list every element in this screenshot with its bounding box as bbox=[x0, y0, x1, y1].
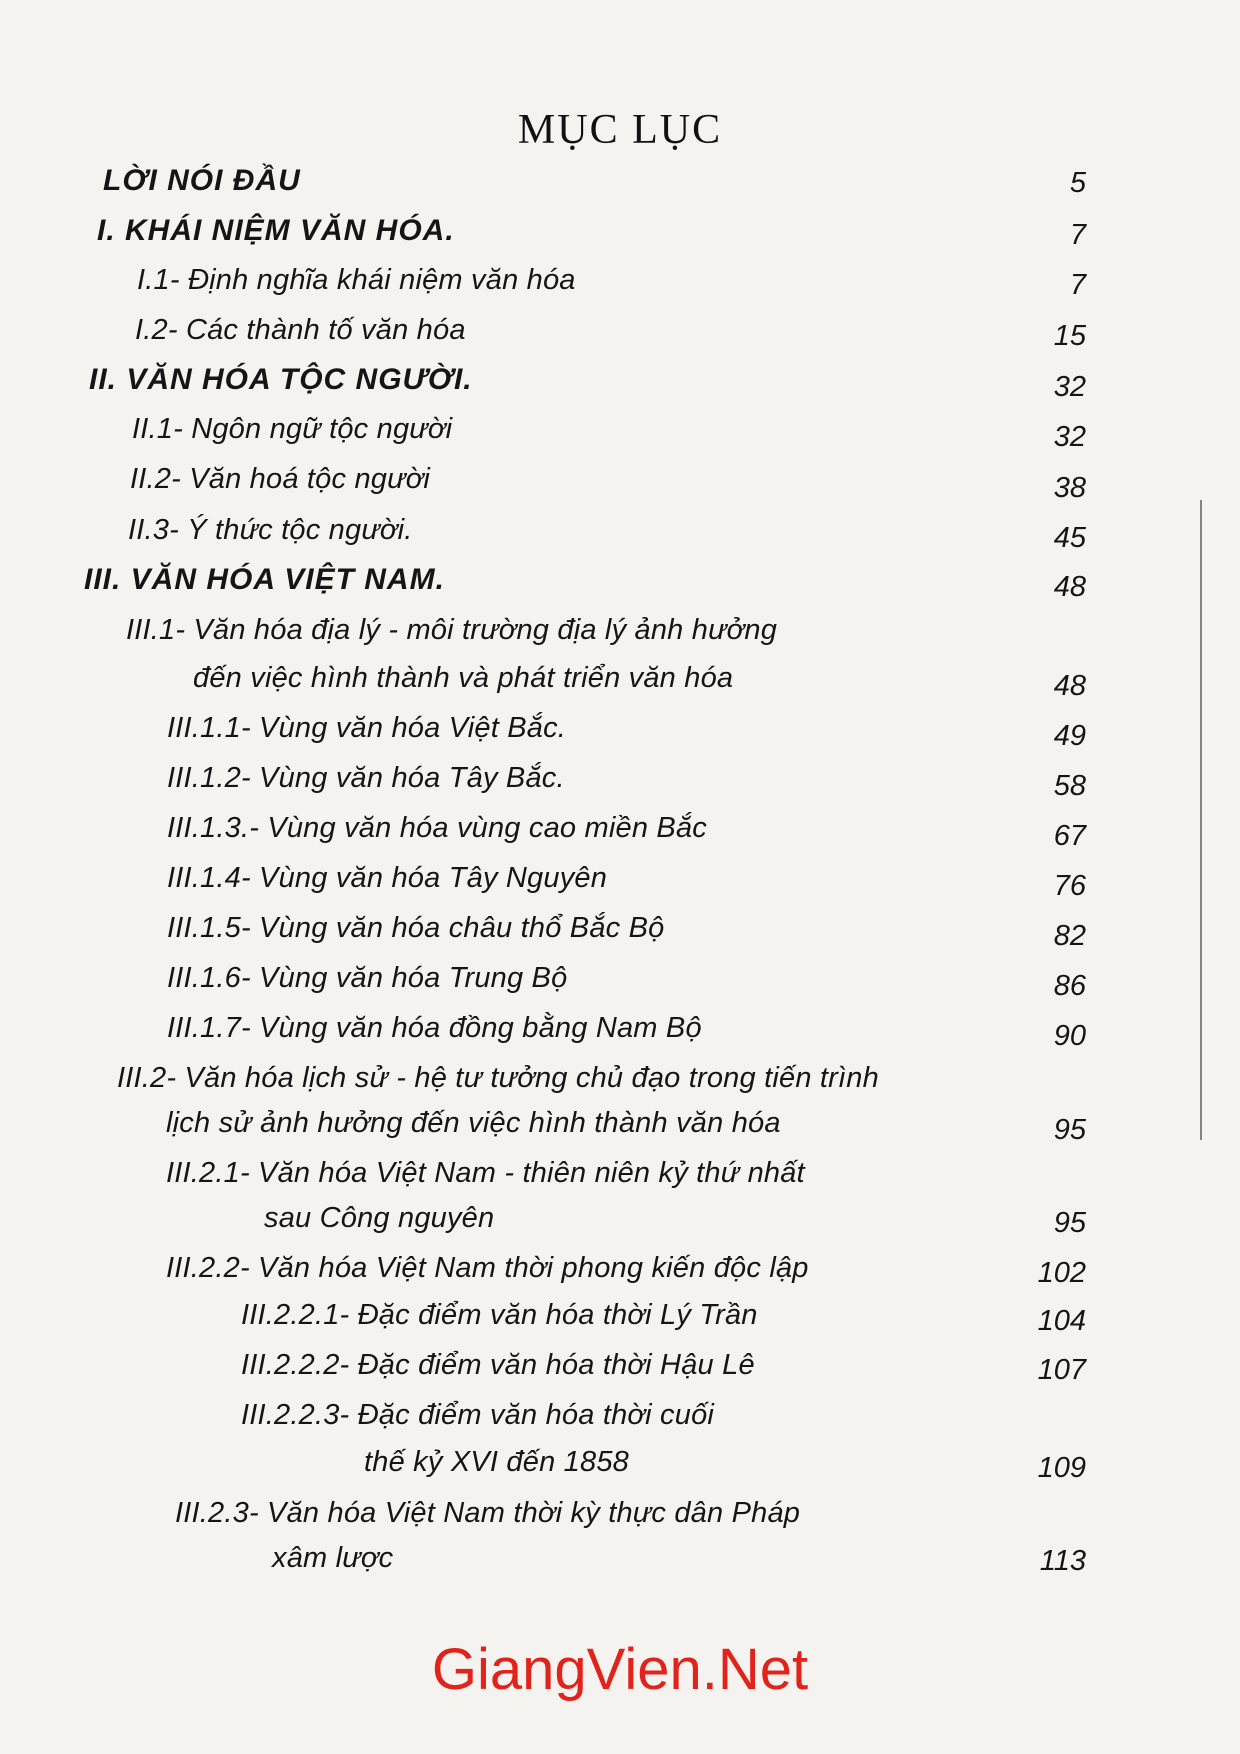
toc-entry-text: III.2.2.1- Đặc điểm văn hóa thời Lý Trần bbox=[241, 1299, 758, 1331]
toc-entry-text: III.1.5- Vùng văn hóa châu thổ Bắc Bộ bbox=[167, 912, 665, 944]
toc-entry-text: I. KHÁI NIỆM VĂN HÓA. bbox=[97, 214, 455, 247]
toc-entry-text: thế kỷ XVI đến 1858 bbox=[364, 1446, 629, 1478]
toc-entry-page: 32 bbox=[1053, 421, 1086, 453]
toc-entry-text: III.2.2- Văn hóa Việt Nam thời phong kiến độc lập bbox=[166, 1252, 809, 1284]
toc-entry-text: III.2.2.3- Đặc điểm văn hóa thời cuối bbox=[241, 1399, 715, 1431]
toc-entry-text: III.2.3- Văn hóa Việt Nam thời kỳ thực dân Pháp bbox=[175, 1497, 801, 1529]
toc-entry-text: III.1.2- Vùng văn hóa Tây Bắc. bbox=[167, 762, 565, 794]
toc-entry-text: III.1.4- Vùng văn hóa Tây Nguyên bbox=[167, 862, 608, 894]
toc-entry-text: III.2.2.2- Đặc điểm văn hóa thời Hậu Lê bbox=[241, 1349, 755, 1381]
toc-entry-text: III.2- Văn hóa lịch sử - hệ tư tưởng chủ đạo trong tiến trình bbox=[117, 1062, 879, 1094]
toc-entry-page: 90 bbox=[1053, 1020, 1086, 1052]
toc-entry-page: 104 bbox=[1037, 1305, 1086, 1337]
toc-entry-text: II. VĂN HÓA TỘC NGƯỜI. bbox=[89, 363, 473, 396]
toc-entry-page: 82 bbox=[1053, 920, 1086, 952]
toc-entry-text: III.2.1- Văn hóa Việt Nam - thiên niên kỷ thứ nhất bbox=[166, 1157, 805, 1189]
toc-entry-page: 67 bbox=[1053, 820, 1086, 852]
toc-entry-text: III.1.1- Vùng văn hóa Việt Bắc. bbox=[167, 712, 567, 744]
toc-entry-page: 95 bbox=[1053, 1114, 1086, 1146]
toc-entry-text: I.2- Các thành tố văn hóa bbox=[135, 314, 466, 346]
toc-entry-text: III.1.3.- Vùng văn hóa vùng cao miền Bắc bbox=[167, 812, 707, 844]
toc-entry-text: lịch sử ảnh hưởng đến việc hình thành văn hóa bbox=[166, 1107, 781, 1139]
toc-entry-text: đến việc hình thành và phát triển văn hóa bbox=[193, 662, 734, 694]
toc-entry-page: 15 bbox=[1053, 320, 1086, 352]
toc-entry-page: 76 bbox=[1053, 870, 1086, 902]
toc-entry-page: 45 bbox=[1053, 522, 1086, 554]
toc-entry-page: 7 bbox=[1069, 219, 1086, 251]
toc-entry-page: 7 bbox=[1069, 269, 1086, 301]
toc-entry-page: 49 bbox=[1053, 720, 1086, 752]
toc-entry-page: 109 bbox=[1037, 1452, 1086, 1484]
toc-entry-page: 86 bbox=[1053, 970, 1086, 1002]
toc-entry-text: III.1.7- Vùng văn hóa đồng bằng Nam Bộ bbox=[167, 1012, 702, 1044]
toc-entry-page: 48 bbox=[1053, 670, 1086, 702]
toc-title: MỤC LỤC bbox=[517, 107, 723, 153]
toc-entry-text: sau Công nguyên bbox=[264, 1202, 495, 1234]
toc-entry-text: II.1- Ngôn ngữ tộc người bbox=[132, 413, 453, 445]
toc-entry-text: xâm lược bbox=[272, 1542, 394, 1574]
toc-entry-page: 58 bbox=[1053, 770, 1086, 802]
toc-entry-page: 48 bbox=[1053, 571, 1086, 603]
site-watermark: GiangVien.Net bbox=[431, 1637, 809, 1702]
toc-entry-text: III.1.6- Vùng văn hóa Trung Bộ bbox=[167, 962, 568, 994]
toc-entry-text: III. VĂN HÓA VIỆT NAM. bbox=[84, 563, 445, 596]
toc-entry-page: 102 bbox=[1037, 1257, 1086, 1289]
toc-entry-text: LỜI NÓI ĐẦU bbox=[103, 164, 301, 197]
toc-entry-page: 107 bbox=[1037, 1354, 1086, 1386]
toc-entry-text: I.1- Định nghĩa khái niệm văn hóa bbox=[137, 264, 576, 296]
toc-entry-page: 5 bbox=[1069, 167, 1086, 199]
toc-entry-page: 32 bbox=[1053, 371, 1086, 403]
toc-entry-page: 38 bbox=[1053, 472, 1086, 504]
toc-entry-page: 113 bbox=[1039, 1545, 1086, 1577]
toc-entry-text: II.3- Ý thức tộc người. bbox=[128, 514, 413, 546]
toc-entry-page: 95 bbox=[1053, 1207, 1086, 1239]
toc-entry-text: II.2- Văn hoá tộc người bbox=[130, 463, 431, 495]
toc-entry-text: III.1- Văn hóa địa lý - môi trường địa lý ảnh hưởng bbox=[126, 614, 778, 646]
